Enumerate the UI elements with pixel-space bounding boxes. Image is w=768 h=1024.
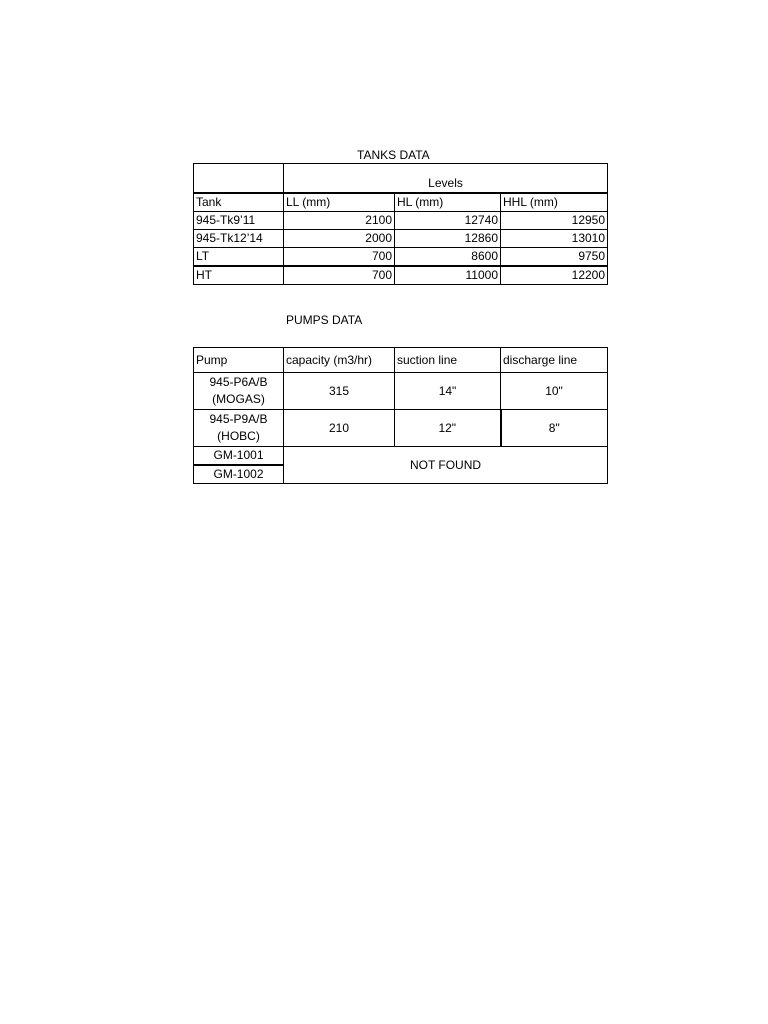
column-header-hl: HL (mm): [395, 193, 501, 212]
column-header-hhl: HHL (mm): [501, 193, 608, 212]
tank-name: 945-Tk9’11: [194, 212, 284, 230]
pump-name: [194, 410, 284, 447]
levels-group-header: Levels: [284, 164, 608, 194]
tank-ll: 2000: [284, 230, 395, 248]
tank-hl: 11000: [395, 266, 501, 285]
pump-service: (MOGAS): [212, 392, 265, 406]
pump-suction: 12": [395, 410, 501, 447]
tank-name: HT: [194, 266, 284, 285]
column-header-suction: suction line: [395, 348, 501, 373]
table-row: [194, 266, 608, 285]
pump-discharge: 8": [501, 410, 608, 447]
tanks-empty-header-cell: [194, 164, 284, 194]
pump-id: 945-P9A/B: [209, 412, 268, 426]
tank-hl: 8600: [395, 248, 501, 267]
tank-hhl: 13010: [501, 230, 608, 248]
pumps-title: PUMPS DATA: [286, 313, 363, 327]
tank-hhl: 12200: [501, 266, 608, 285]
pump-suction: 14": [395, 373, 501, 410]
tank-name: LT: [194, 248, 284, 267]
tank-ll: 700: [284, 266, 395, 285]
column-header-pump: Pump: [194, 348, 284, 373]
table-row: [194, 447, 608, 466]
pump-name: GM-1002: [194, 465, 284, 484]
tank-hl: 12740: [395, 212, 501, 230]
column-header-tank: Tank: [194, 193, 284, 212]
table-row: [194, 230, 608, 248]
tank-ll: 2100: [284, 212, 395, 230]
pumps-table: [193, 347, 608, 484]
pump-id: 945-P6A/B: [209, 375, 268, 389]
table-row: [194, 212, 608, 230]
column-header-discharge: discharge line: [501, 348, 608, 373]
tanks-title: TANKS DATA: [357, 148, 430, 162]
tank-name: 945-Tk12’14: [194, 230, 284, 248]
pump-name: [194, 373, 284, 410]
pump-capacity: 315: [284, 373, 395, 410]
tank-hhl: 12950: [501, 212, 608, 230]
tank-hhl: 9750: [501, 248, 608, 267]
not-found-note: NOT FOUND: [284, 447, 608, 484]
table-row: [194, 410, 608, 447]
tank-hl: 12860: [395, 230, 501, 248]
table-row: [194, 373, 608, 410]
column-header-ll: LL (mm): [284, 193, 395, 212]
pump-discharge: 10": [501, 373, 608, 410]
tank-ll: 700: [284, 248, 395, 267]
pump-name: GM-1001: [194, 447, 284, 466]
pump-service: (HOBC): [217, 429, 260, 443]
tanks-table: [193, 163, 608, 285]
column-header-capacity: capacity (m3/hr): [284, 348, 395, 373]
table-row: [194, 248, 608, 267]
pump-capacity: 210: [284, 410, 395, 447]
